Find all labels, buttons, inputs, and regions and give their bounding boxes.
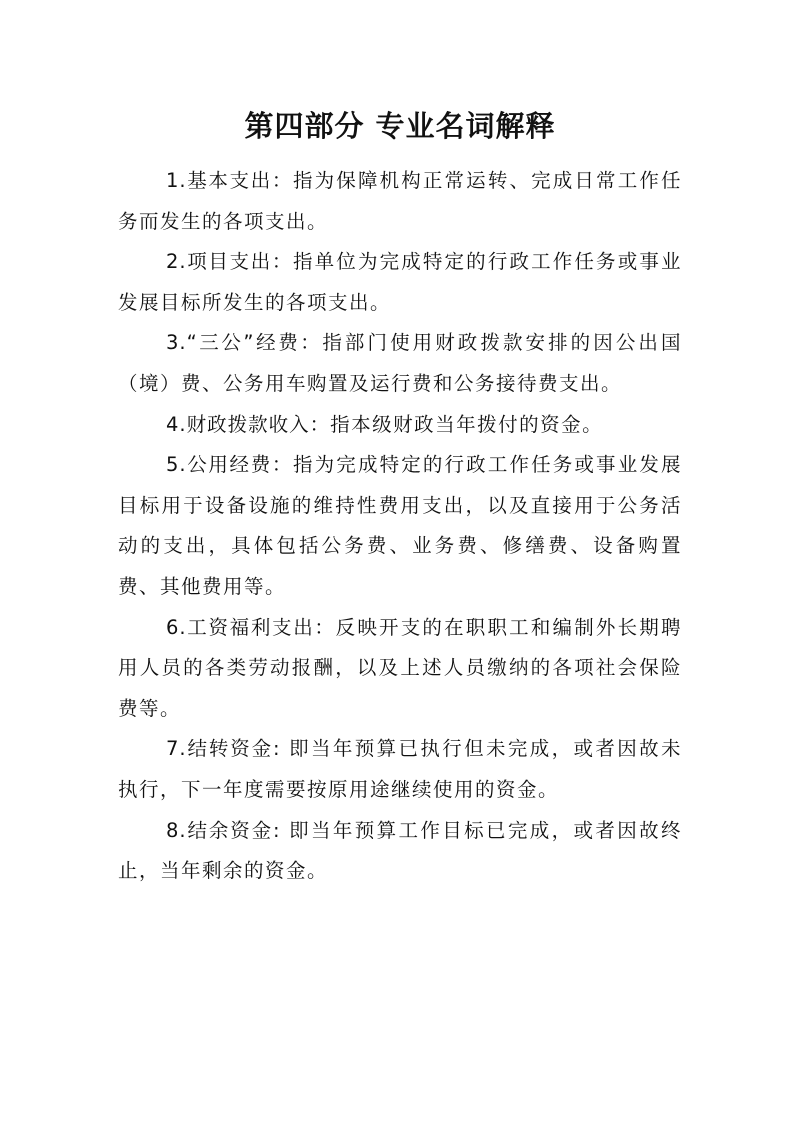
glossary-definition: 指为保障机构正常运转、完成日常工作任务而发生的各项支出。: [118, 169, 682, 233]
glossary-definition: 指本级财政当年拨付的资金。: [330, 412, 604, 436]
glossary-entry-basic-expenditure: [118, 161, 682, 242]
page-title: 第四部分 专业名词解释: [244, 109, 556, 143]
glossary-definition: 指为完成特定的行政工作任务或事业发展目标用于设备设施的维持性费用支出，以及直接用于公务活动的支出，具体包括公务费、业务费、修缮费、设备购置费、其他费用等。: [118, 453, 682, 598]
glossary-term: 7.结转资金:: [166, 737, 281, 761]
glossary-definition: 即当年预算工作目标已完成，或者因故终止，当年剩余的资金。: [118, 818, 682, 883]
glossary-term: 2.项目支出：: [166, 250, 293, 274]
glossary-entry-public-funds: [118, 445, 682, 607]
glossary-list: [118, 161, 682, 892]
glossary-entry-three-public-funds: [118, 323, 682, 404]
glossary-definition: 指单位为完成特定的行政工作任务或事业发展目标所发生的各项支出。: [118, 250, 682, 314]
glossary-entry-fiscal-appropriation-income: [118, 405, 682, 446]
glossary-definition: 即当年预算已执行但未完成，或者因故未执行，下一年度需要按原用途继续使用的资金。: [118, 737, 682, 801]
glossary-term: 3.“三公”经费：: [166, 331, 323, 355]
glossary-term: 4.财政拨款收入：: [166, 412, 331, 436]
glossary-entry-surplus-funds: [118, 811, 682, 892]
glossary-entry-carryover-funds: [118, 729, 682, 810]
glossary-definition: 反映开支的在职职工和编制外长期聘用人员的各类劳动报酬，以及上述人员缴纳的各项社会保险费等。: [118, 615, 682, 720]
glossary-entry-wage-welfare-expenditure: [118, 608, 682, 730]
glossary-definition: 指部门使用财政拨款安排的因公出国（境）费、公务用车购置及运行费和公务接待费支出。: [118, 331, 682, 395]
glossary-term: 8.结余资金:: [166, 818, 281, 842]
glossary-term: 1.基本支出：: [166, 169, 293, 192]
glossary-term: 6.工资福利支出：: [166, 615, 336, 639]
glossary-term: 5.公用经费：: [166, 453, 293, 477]
glossary-entry-project-expenditure: [118, 242, 682, 323]
